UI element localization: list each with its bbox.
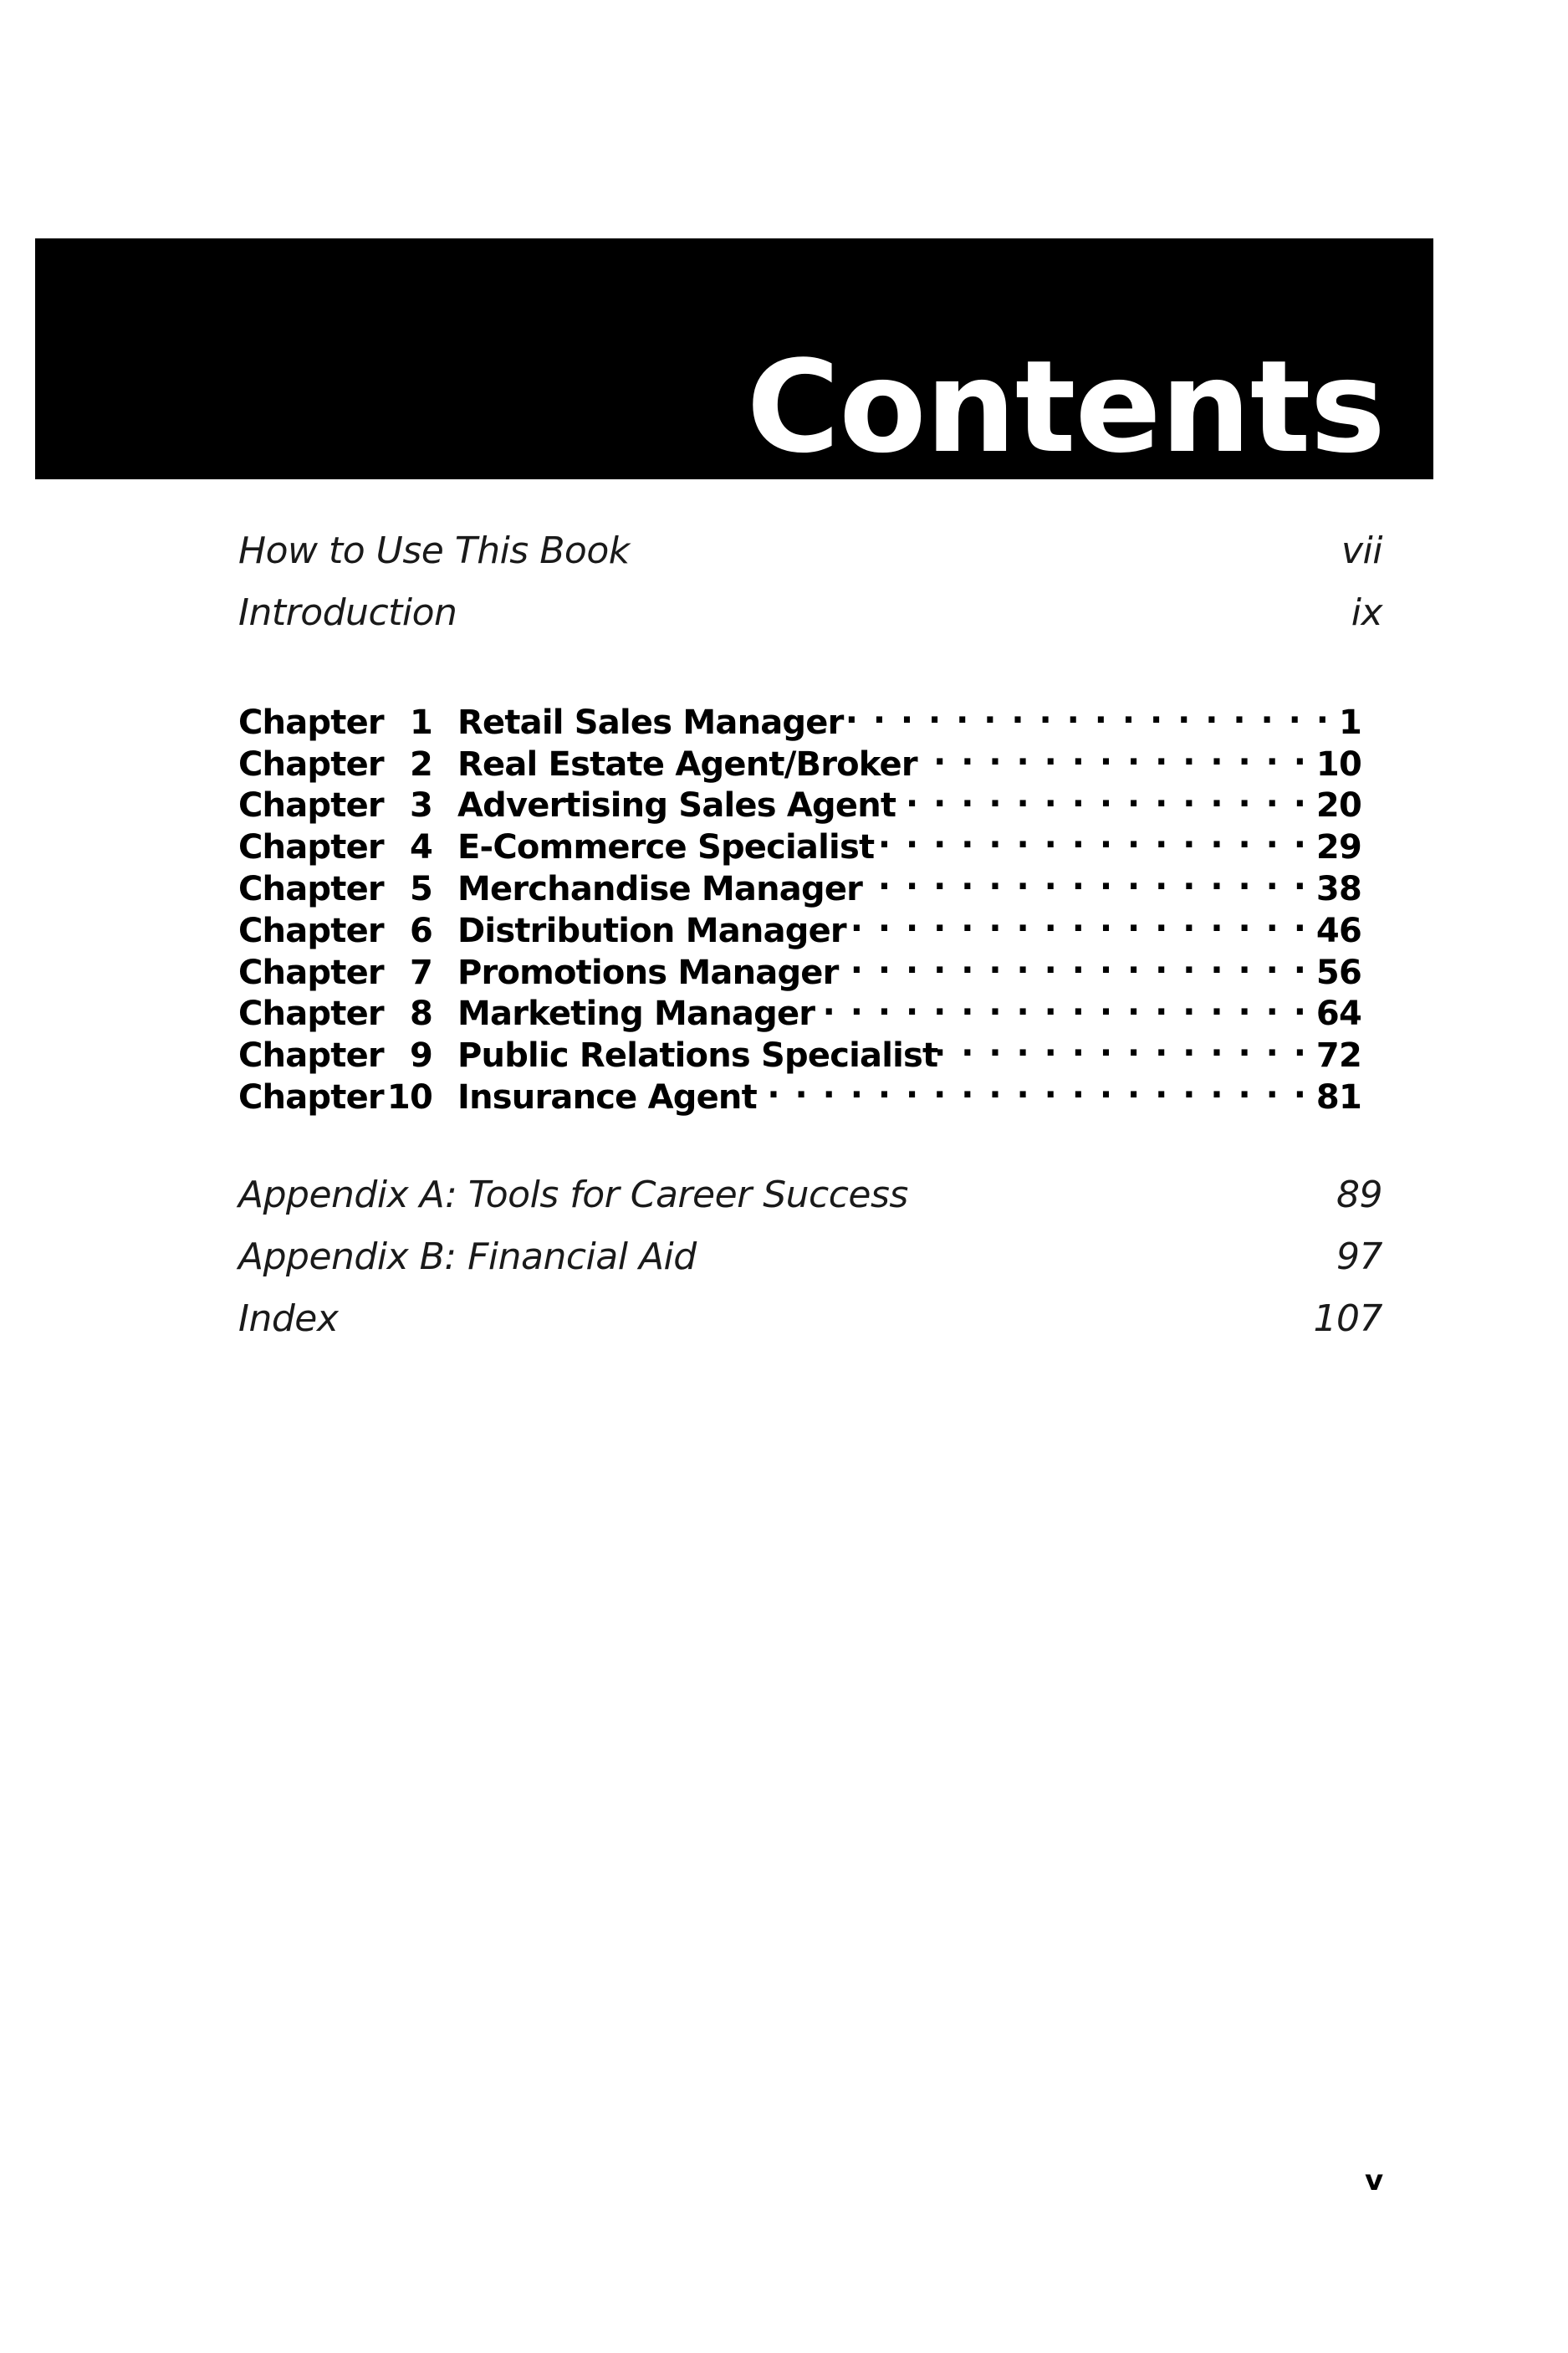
chapter-number: 3 [409,786,432,826]
chapter-entry-1[interactable] [238,692,1361,742]
leader-dots [844,692,1331,734]
chapter-word: Chapter [238,995,384,1034]
toc-entry-introduction[interactable] [238,582,1382,644]
leader-dots [757,1067,1308,1108]
chapter-title: Public Relations Specialist [457,1036,938,1076]
chapter-word: Chapter [238,744,384,784]
leader-dots [862,858,1308,900]
chapter-title: Promotions Manager [457,953,839,992]
toc-entry-appendix-a[interactable] [238,1164,1382,1226]
chapter-page: 38 [1315,869,1361,908]
back-matter-list [238,1164,1382,1350]
chapter-title: Retail Sales Manager [457,703,844,742]
toc-entry-index[interactable] [238,1288,1382,1350]
entry-label: Index [238,1297,339,1340]
entry-page: 97 [1336,1235,1382,1278]
chapter-title: Merchandise Manager [457,869,863,908]
toc-entry-how-to-use[interactable] [238,520,1382,582]
leader-dots [937,1025,1308,1067]
chapter-number: 6 [409,911,432,950]
chapter-number: 8 [409,995,432,1034]
entry-page: vii [1341,529,1382,572]
leader-dots [815,984,1308,1026]
entry-page: ix [1351,591,1382,634]
page-number: v [1365,2164,1384,2197]
chapter-word: Chapter [238,911,384,950]
entry-label: Appendix A: Tools for Career Success [238,1174,908,1216]
chapter-title: Marketing Manager [457,995,815,1034]
chapter-list [238,692,1361,1117]
chapter-word: Chapter [238,1036,384,1076]
chapter-title: Distribution Manager [457,911,846,950]
page-title: Contents [746,333,1385,481]
chapter-title: Insurance Agent [457,1077,757,1117]
chapter-number: 7 [409,953,432,992]
entry-label: Appendix B: Financial Aid [238,1235,697,1278]
entry-page: 89 [1336,1174,1382,1216]
leader-dots [917,734,1308,775]
leader-dots [846,900,1308,942]
entry-label: How to Use This Book [238,529,630,572]
front-matter-list [238,520,1382,644]
entry-page: 107 [1313,1297,1382,1340]
toc-entry-appendix-b[interactable] [238,1226,1382,1288]
chapter-number: 2 [409,744,432,784]
chapter-page: 64 [1315,995,1361,1034]
chapter-word: Chapter [238,869,384,908]
chapter-word: Chapter [238,1077,384,1117]
chapter-title: Real Estate Agent/Broker [457,744,917,784]
leader-dots [896,775,1308,817]
chapter-page: 72 [1315,1036,1361,1076]
chapter-page: 20 [1315,786,1361,826]
chapter-page: 1 [1338,703,1361,742]
entry-label: Introduction [238,591,457,634]
chapter-number: 10 [386,1077,432,1117]
chapter-word: Chapter [238,953,384,992]
chapter-number: 5 [409,869,432,908]
chapter-title: Advertising Sales Agent [457,786,896,826]
chapter-word: Chapter [238,786,384,826]
title-banner [35,238,1433,479]
chapter-number: 4 [409,828,432,867]
chapter-page: 81 [1315,1077,1361,1117]
chapter-number: 9 [409,1036,432,1076]
leader-dots [874,816,1308,858]
chapter-page: 46 [1315,911,1361,950]
chapter-title: E-Commerce Specialist [457,828,875,867]
chapter-page: 56 [1315,953,1361,992]
chapter-number: 1 [409,703,432,742]
chapter-word: Chapter [238,703,384,742]
chapter-page: 29 [1315,828,1361,867]
leader-dots [839,942,1308,984]
chapter-word: Chapter [238,828,384,867]
chapter-page: 10 [1315,744,1361,784]
